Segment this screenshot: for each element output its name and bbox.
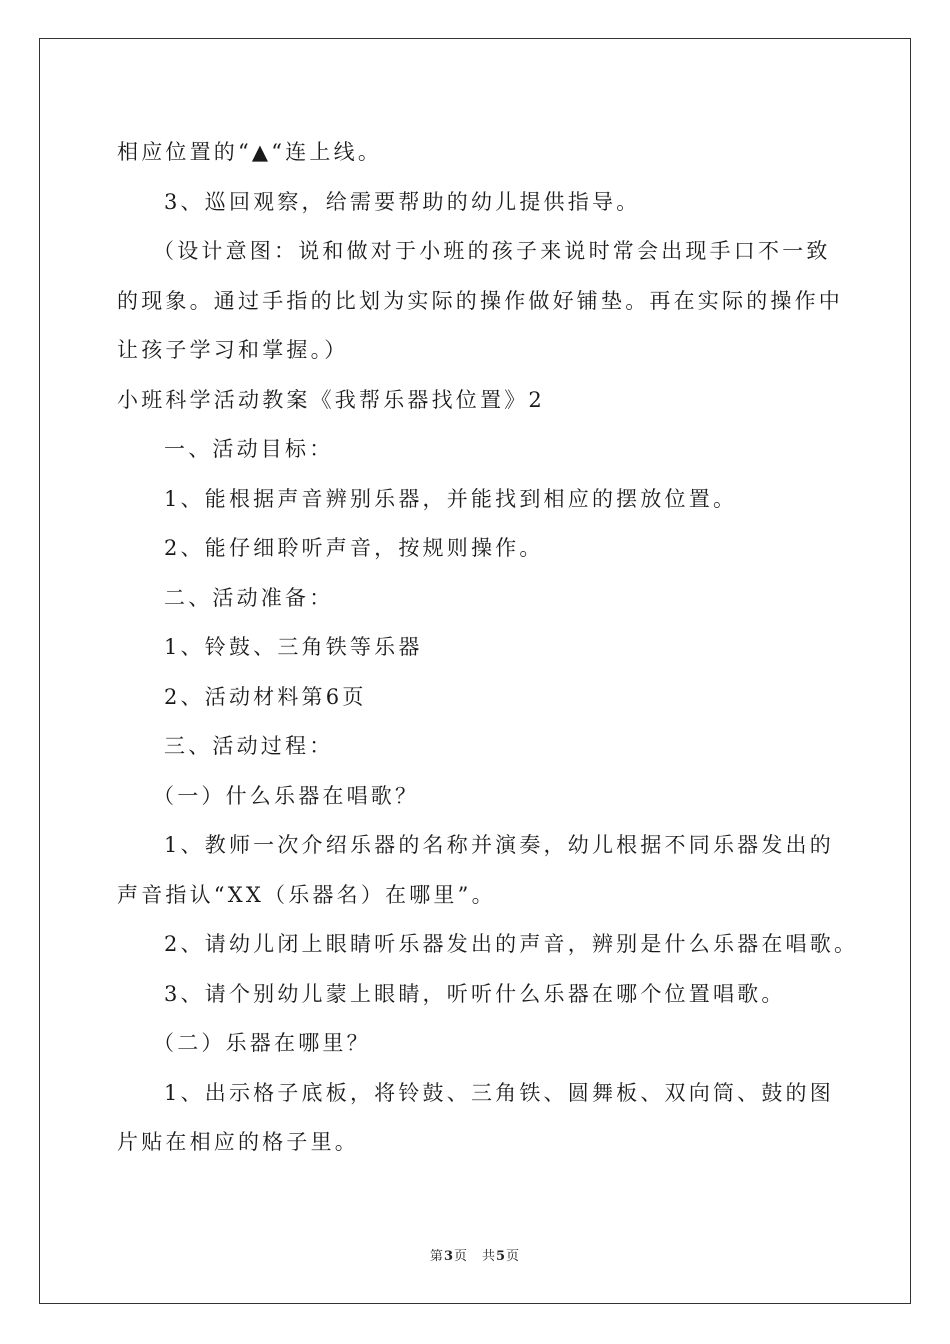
paragraph-line: 一、活动目标： <box>164 437 334 461</box>
paragraph-line: 3、巡回观察，给需要帮助的幼儿提供指导。 <box>164 189 641 214</box>
paragraph-line: 1、出示格子底板，将铃鼓、三角铁、圆舞板、双向筒、鼓的图 <box>164 1080 834 1105</box>
paragraph-line: 2、活动材料第6页 <box>164 684 367 709</box>
footer-page-prefix: 第 <box>429 1249 444 1264</box>
paragraph-line: 声音指认“XX（乐器名）在哪里”。 <box>117 882 496 907</box>
document-body <box>117 128 859 1168</box>
paragraph-line: （一）什么乐器在唱歌？ <box>153 783 420 808</box>
paragraph-line: 1、铃鼓、三角铁等乐器 <box>164 635 423 659</box>
paragraph-line: 相应位置的“▲“连上线。 <box>117 140 383 164</box>
paragraph-line: 二、活动准备： <box>164 585 334 610</box>
paragraph-line: （二）乐器在哪里？ <box>153 1031 371 1055</box>
paragraph-line: 2、能仔细聆听声音，按规则操作。 <box>164 536 544 560</box>
paragraph-line: 片贴在相应的格子里。 <box>117 1130 359 1154</box>
footer-page-number: 3 <box>443 1249 454 1264</box>
paragraph-line: 的现象。通过手指的比划为实际的操作做好铺垫。再在实际的操作中 <box>117 288 843 313</box>
footer-page-mid: 页 共 <box>453 1249 496 1264</box>
paragraph-line: 三、活动过程： <box>164 734 334 758</box>
section-heading: 小班科学活动教案《我帮乐器找位置》2 <box>117 387 545 412</box>
paragraph-line: 1、能根据声音辨别乐器，并能找到相应的摆放位置。 <box>164 486 738 511</box>
footer-page-suffix: 页 <box>506 1249 521 1264</box>
paragraph-line: 3、请个别幼儿蒙上眼睛，听听什么乐器在哪个位置唱歌。 <box>164 981 786 1006</box>
page-footer <box>0 1245 950 1264</box>
paragraph-line: （设计意图：说和做对于小班的孩子来说时常会出现手口不一致 <box>153 239 831 263</box>
paragraph-line: 2、请幼儿闭上眼睛听乐器发出的声音，辨别是什么乐器在唱歌。 <box>164 932 859 956</box>
paragraph-line: 让孩子学习和掌握。） <box>117 338 349 362</box>
paragraph-line: 1、教师一次介绍乐器的名称并演奏，幼儿根据不同乐器发出的 <box>164 833 834 857</box>
footer-total-pages: 5 <box>496 1249 507 1264</box>
